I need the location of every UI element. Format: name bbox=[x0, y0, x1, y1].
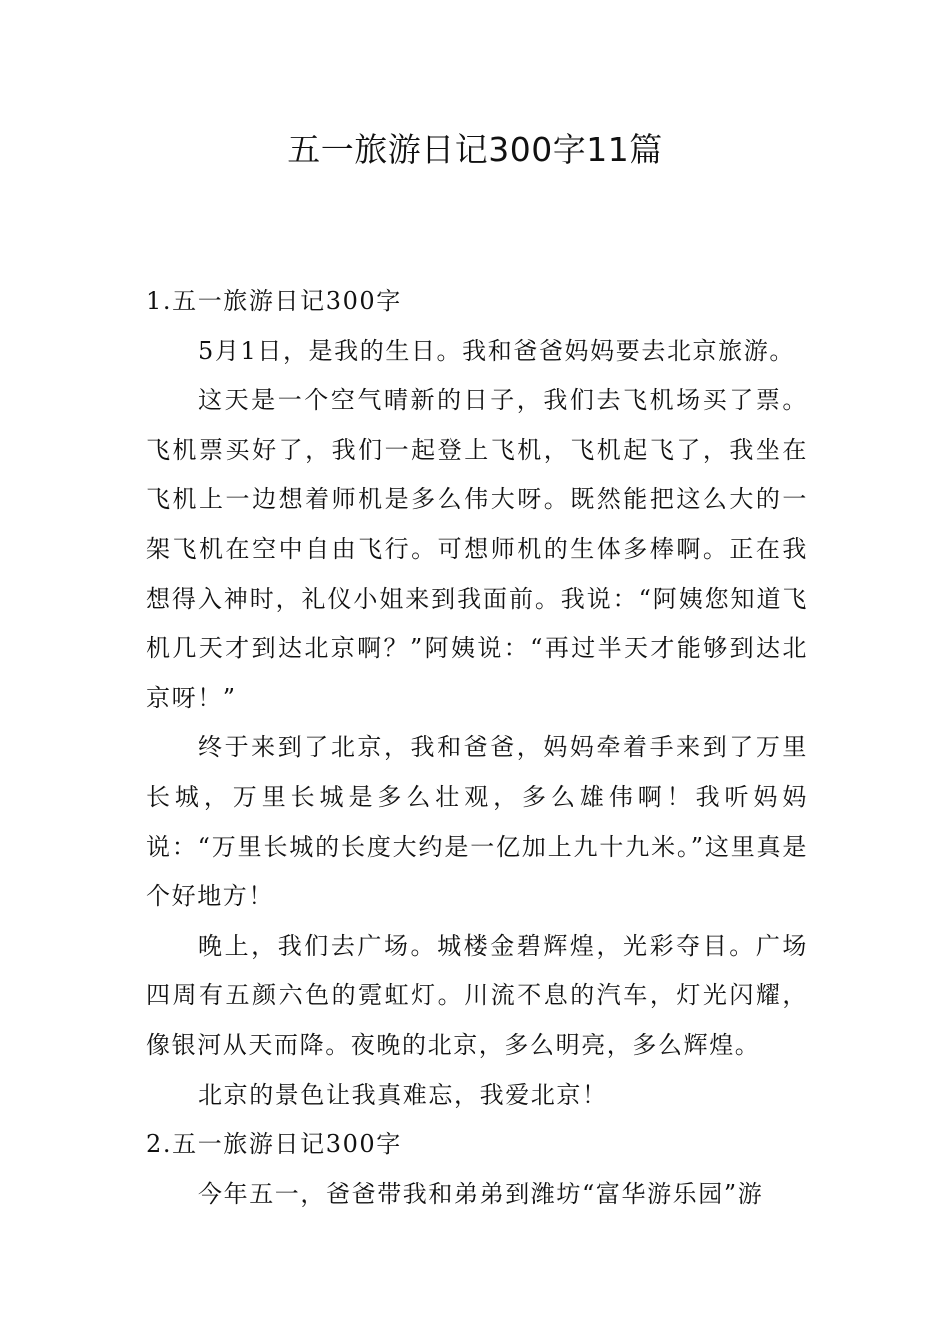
paragraph: 北京的景色让我真难忘，我爱北京！ bbox=[198, 1080, 608, 1109]
paragraph: 终于来到了北京，我和爸爸，妈妈牵着手来到了万里长城，万里长城是多么壮观，多么雄伟啊！我听妈妈说：“万里长城的长度大约是一亿加上九十九米。”这里真是个好地方！ bbox=[146, 733, 808, 911]
section-heading: 2.五一旅游日记300字 bbox=[146, 1130, 402, 1159]
paragraph: 5月1日，是我的生日。我和爸爸妈妈要去北京旅游。 bbox=[198, 336, 795, 365]
paragraph: 这天是一个空气晴新的日子，我们去飞机场买了票。飞机票买好了，我们一起登上飞机，飞机起飞了，我坐在飞机上一边想着师机是多么伟大呀。既然能把这么大的一架飞机在空中自由飞行。可想师机的生体多棒啊。正在我想得入神时，礼仪小姐来到我面前。我说：“阿姨您知道飞机几天才到达北京啊？”阿姨说：“再过半天才能够到达北京呀！” bbox=[146, 386, 808, 712]
paragraph: 晚上，我们去广场。城楼金碧辉煌，光彩夺目。广场四周有五颜六色的霓虹灯。川流不息的汽车，灯光闪耀，像银河从天而降。夜晚的北京，多么明亮，多么辉煌。 bbox=[146, 931, 808, 1059]
document-body bbox=[146, 277, 808, 1219]
document-title: 五一旅游日记300字11篇 bbox=[287, 130, 663, 169]
paragraph: 今年五一，爸爸带我和弟弟到潍坊“富华游乐园”游 bbox=[198, 1179, 764, 1208]
section-heading: 1.五一旅游日记300字 bbox=[146, 287, 402, 315]
